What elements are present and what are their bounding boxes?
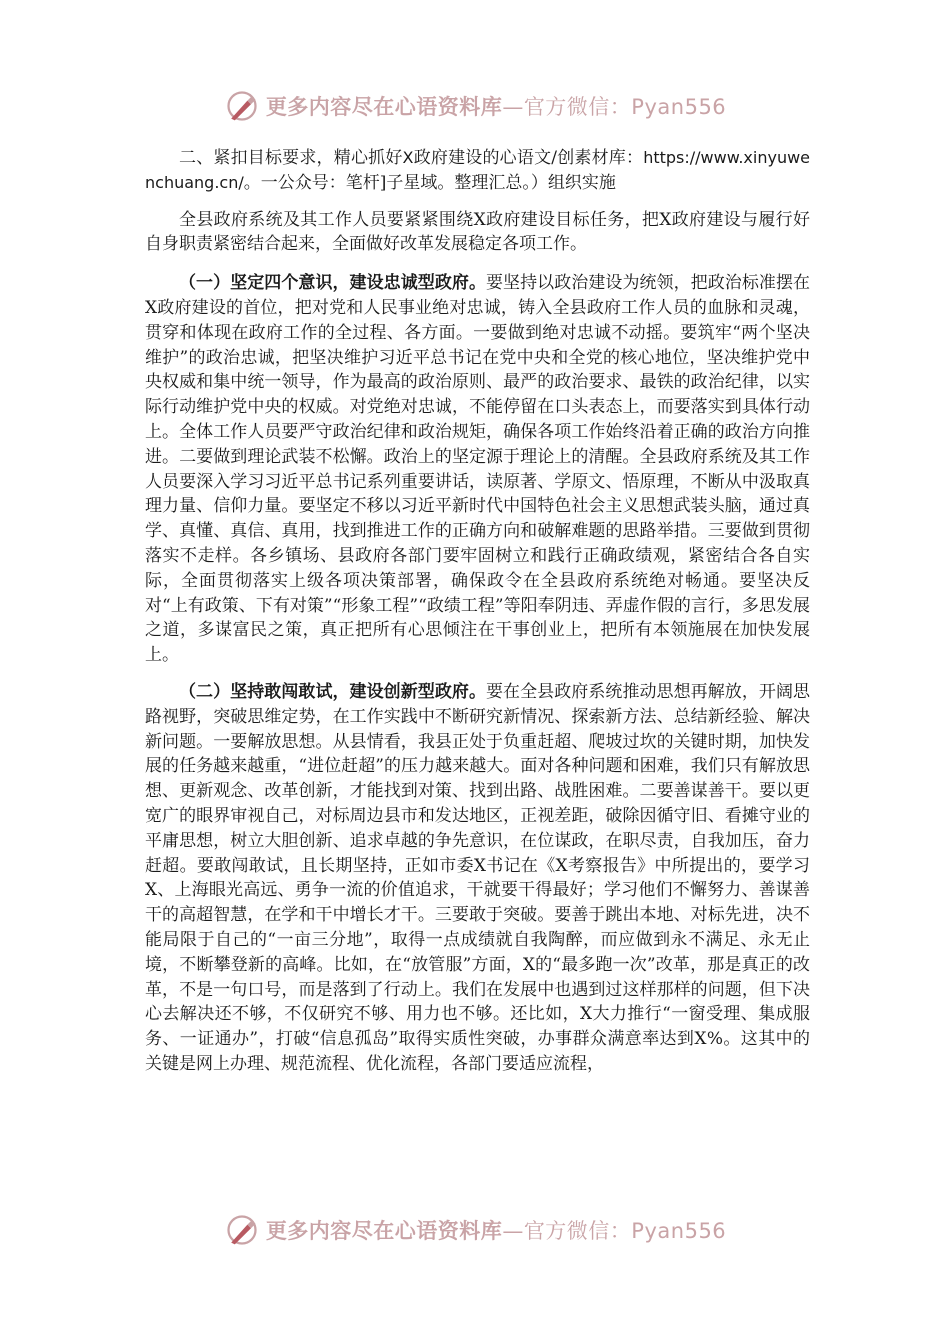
- url-link-text: www.xinyuwenchuang.cn/: [145, 148, 811, 192]
- section-paragraph-2: （二）坚持敢闯敢试，建设创新型政府。要在全县政府系统推动思想再解放，开阔思路视野，突破思维定势，在工作实践中不断研究新情况、探索新方法、总结新经验、解决新问题。一要解放思想。从县情看，我县正处于负重赶超、爬坡过坎的关键时期，加快发展的任务越来越重，“进位赶超”的压力越来越大。面对各种问题和困难，我们只有解放思想、更新观念、改革创新，才能找到对策、找到出路、战胜困难。二要善谋善干。要以更宽广的眼界审视自己，对标周边县市和发达地区，正视差距，破除因循守旧、看摊守业的平庸思想，树立大胆创新、追求卓越的争先意识，在位谋政，在职尽责，自我加压，奋力赶超。要敢闯敢试，且长期坚持，正如市委Ⅹ书记在《Ⅹ考察报告》中所提出的，要学习Ⅹ、上海眼光高远、勇争一流的价值追求，干就要干得最好；学习他们不懈努力、善谋善干的高超智慧，在学和干中增长才干。三要敢于突破。要善于跳出本地、对标先进，决不能局限于自己的“一亩三分地”，取得一点成绩就自我陶醉，而应做到永不满足、永无止境，不断攀登新的高峰。比如，在“放管服”方面，Ⅹ的“最多跑一次”改革，那是真正的改革，不是一句口号，而是落到了行动上。我们在发展中也遇到过这样那样的问题，但下决心去解决还不够，不仅研究不够、用力也不够。还比如，Ⅹ大力推行“一窗受理、集成服务、一证通办”，打破“信息孤岛”取得实质性突破，办事群众满意率达到Ⅹ%。这其中的关键是网上办理、规范流程、优化流程，各部门要适应流程，: [145, 681, 810, 1074]
- banner-text: 更多内容尽在心语资料库: [265, 1219, 503, 1243]
- banner-text: 更多内容尽在心语资料库: [265, 95, 503, 119]
- section-paragraph-1: （一）坚定四个意识，建设忠诚型政府。要坚持以政治建设为统领，把政治标准摆在Ⅹ政府建设的首位，把对党和人民事业绝对忠诚，铸入全县政府工作人员的血脉和灵魂，贯穿和体现在政府工作的全过程、各方面。一要做到绝对忠诚不动摇。要筑牢“两个坚决维护”的政治忠诚，把坚决维护习近平总书记在党中央和全党的核心地位，坚决维护党中央权威和集中统一领导，作为最高的政治原则、最严的政治要求、最铁的政治纪律，以实际行动维护党中央的权威。对党绝对忠诚，不能停留在口头表态上，而要落实到具体行动上。全体工作人员要严守政治纪律和政治规矩，确保各项工作始终沿着正确的政治方向推进。二要做到理论武装不松懈。政治上的坚定源于理论上的清醒。全县政府系统及其工作人员要深入学习习近平总书记系列重要讲话，读原著、学原文、悟原理，不断从中汲取真理力量、信仰力量。要坚定不移以习近平新时代中国特色社会主义思想武装头脑，通过真学、真懂、真信、真用，找到推进工作的正确方向和破解难题的思路举措。三要做到贯彻落实不走样。各乡镇场、县政府各部门要牢固树立和践行正确政绩观，紧密结合各自实际，全面贯彻落实上级各项决策部署，确保政令在全县政府系统绝对畅通。要坚决反对“上有政策、下有对策”“形象工程”“政绩工程”等阳奉阴违、弄虚作假的言行，多思发展之道，多谋富民之策，真正把所有心思倾注在干事创业上，把所有本领施展在加快发展上。: [145, 273, 810, 666]
- pen-nib-logo-icon: [224, 1212, 260, 1248]
- section-title-1: （一）坚定四个意识，建设忠诚型政府。: [179, 273, 486, 294]
- footer-watermark-banner: [0, 1210, 950, 1250]
- section-title-2: （二）坚持敢闯敢试，建设创新型政府。: [179, 681, 486, 702]
- pen-nib-logo-icon: [224, 88, 260, 124]
- intro-paragraph: 全县政府系统及其工作人员要紧紧围绕Ⅹ政府建设目标任务，把Ⅹ政府建设与履行好自身职责紧密结合起来，全面做好改革发展稳定各项工作。: [145, 209, 810, 255]
- banner-suffix: —官方微信：Pyan556: [502, 95, 727, 119]
- section-heading: 二、紧扣目标要求，精心抓好X政府建设的心语文/创素材库：https://www.xinyuwenchuang.cn/。一公众号：笔杆]子星域。整理汇总。）组织实施: [145, 148, 811, 193]
- document-body: [145, 146, 810, 1089]
- header-watermark-banner: [0, 86, 950, 126]
- banner-suffix: —官方微信：Pyan556: [502, 1219, 727, 1243]
